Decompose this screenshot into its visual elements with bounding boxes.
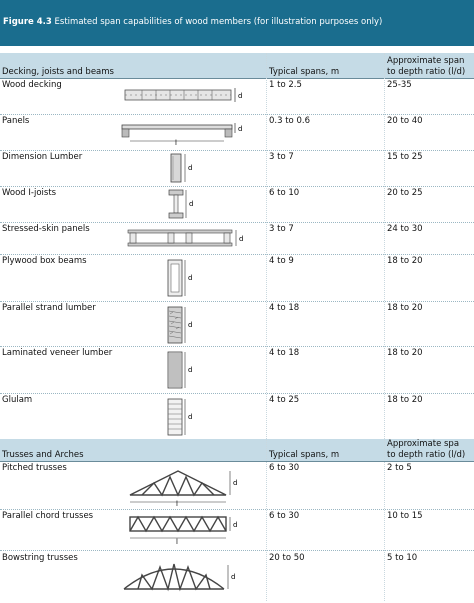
member-name: Parallel chord trusses — [2, 511, 94, 521]
parallel-chord-truss-icon — [124, 513, 250, 547]
typical-spans: 4 to 18 — [269, 303, 300, 313]
figure-caption-text: Estimated span capabilities of wood members (for illustration purposes only) — [54, 17, 383, 27]
span-depth-ratio: 10 to 15 — [387, 511, 423, 521]
box-beam-icon — [164, 258, 204, 300]
row-divider — [0, 186, 474, 187]
typical-spans: 1 to 2.5 — [269, 80, 302, 90]
pitched-truss-icon — [124, 467, 250, 507]
bowstring-truss-icon — [118, 555, 250, 599]
row-divider — [0, 393, 474, 394]
typical-spans: 0.3 to 0.6 — [269, 116, 310, 126]
span-depth-ratio: 20 to 25 — [387, 188, 423, 198]
span-depth-ratio: 24 to 30 — [387, 224, 423, 234]
figure-title-bar — [0, 0, 474, 46]
table-row — [0, 348, 474, 392]
depth-label: d — [189, 200, 194, 208]
section1-category-header: Decking, joists and beams — [2, 67, 114, 77]
figure-label: Figure 4.3 — [3, 17, 52, 27]
table-row — [0, 80, 474, 114]
table-row — [0, 152, 474, 186]
depth-label: d — [233, 479, 238, 487]
row-divider — [0, 550, 474, 551]
typical-spans: 6 to 10 — [269, 188, 300, 198]
parallel-strand-lumber-icon — [164, 305, 204, 347]
member-name: Glulam — [2, 395, 33, 405]
depth-label: d — [188, 366, 193, 374]
section2-ratio-header-line2: to depth ratio (l/d) — [387, 450, 466, 460]
span-depth-ratio: 20 to 40 — [387, 116, 423, 126]
row-divider — [0, 150, 474, 151]
table-row — [0, 224, 474, 258]
row-divider — [0, 301, 474, 302]
dimension-lumber-icon — [165, 152, 205, 186]
member-name: Wood decking — [2, 80, 62, 90]
glulam-icon — [164, 397, 204, 439]
column-divider — [266, 53, 267, 601]
row-divider — [0, 222, 474, 223]
typical-spans: 20 to 50 — [269, 553, 305, 563]
member-name: Dimension Lumber — [2, 152, 83, 162]
member-name: Laminated veneer lumber — [2, 348, 113, 358]
span-depth-ratio: 2 to 5 — [387, 463, 412, 473]
section2-header — [0, 439, 474, 462]
member-name: Bowstring trusses — [2, 553, 78, 563]
span-label: l — [175, 139, 177, 147]
span-label: l — [176, 538, 178, 546]
table-row — [0, 116, 474, 150]
laminated-veneer-lumber-icon — [164, 350, 204, 392]
figure-caption — [3, 17, 382, 27]
depth-label: d — [231, 573, 236, 581]
span-depth-ratio: 18 to 20 — [387, 303, 423, 313]
member-name: Pitched trusses — [2, 463, 67, 473]
row-divider — [0, 254, 474, 255]
panel-icon — [118, 119, 250, 147]
stressed-skin-panel-icon — [124, 226, 250, 254]
table-row — [0, 463, 474, 509]
section1-ratio-header-line1: Approximate span — [387, 56, 465, 66]
depth-label: d — [233, 521, 238, 529]
span-depth-ratio: 15 to 25 — [387, 152, 423, 162]
member-name: Parallel strand lumber — [2, 303, 96, 313]
span-depth-ratio: 18 to 20 — [387, 395, 423, 405]
table-row — [0, 256, 474, 300]
member-name: Wood I-joists — [2, 188, 57, 198]
row-divider — [0, 509, 474, 510]
typical-spans: 4 to 25 — [269, 395, 300, 405]
section1-spans-header: Typical spans, m — [269, 67, 340, 77]
i-joist-icon — [165, 188, 205, 222]
section2-category-header: Trusses and Arches — [2, 450, 84, 460]
typical-spans: 4 to 18 — [269, 348, 300, 358]
member-name: Panels — [2, 116, 30, 126]
table-row — [0, 395, 474, 439]
span-label: l — [176, 500, 178, 507]
depth-label: d — [188, 164, 193, 172]
span-depth-ratio: 5 to 10 — [387, 553, 418, 563]
row-divider — [0, 114, 474, 115]
member-name: Plywood box beams — [2, 256, 87, 266]
depth-label: d — [238, 125, 243, 133]
row-divider — [0, 346, 474, 347]
member-name: Stressed-skin panels — [2, 224, 90, 234]
typical-spans: 6 to 30 — [269, 511, 300, 521]
depth-label: d — [188, 413, 193, 421]
span-depth-ratio: 18 to 20 — [387, 256, 423, 266]
table-row — [0, 188, 474, 222]
depth-label: d — [188, 321, 193, 329]
table-row — [0, 511, 474, 549]
depth-label: d — [239, 235, 244, 243]
typical-spans: 6 to 30 — [269, 463, 300, 473]
depth-label: d — [188, 274, 193, 282]
section1-ratio-header-line2: to depth ratio (l/d) — [387, 67, 466, 77]
typical-spans: 3 to 7 — [269, 224, 294, 234]
table-row — [0, 303, 474, 347]
span-depth-ratio: 25-35 — [387, 80, 412, 90]
section1-header — [0, 53, 474, 79]
span-depth-ratio: 18 to 20 — [387, 348, 423, 358]
typical-spans: 3 to 7 — [269, 152, 294, 162]
wood-decking-icon — [120, 84, 250, 108]
depth-label: d — [238, 92, 243, 100]
typical-spans: 4 to 9 — [269, 256, 294, 266]
section2-ratio-header-line1: Approximate spa — [387, 439, 460, 449]
table-row — [0, 553, 474, 601]
section2-spans-header: Typical spans, m — [269, 450, 340, 460]
column-divider — [384, 53, 385, 601]
